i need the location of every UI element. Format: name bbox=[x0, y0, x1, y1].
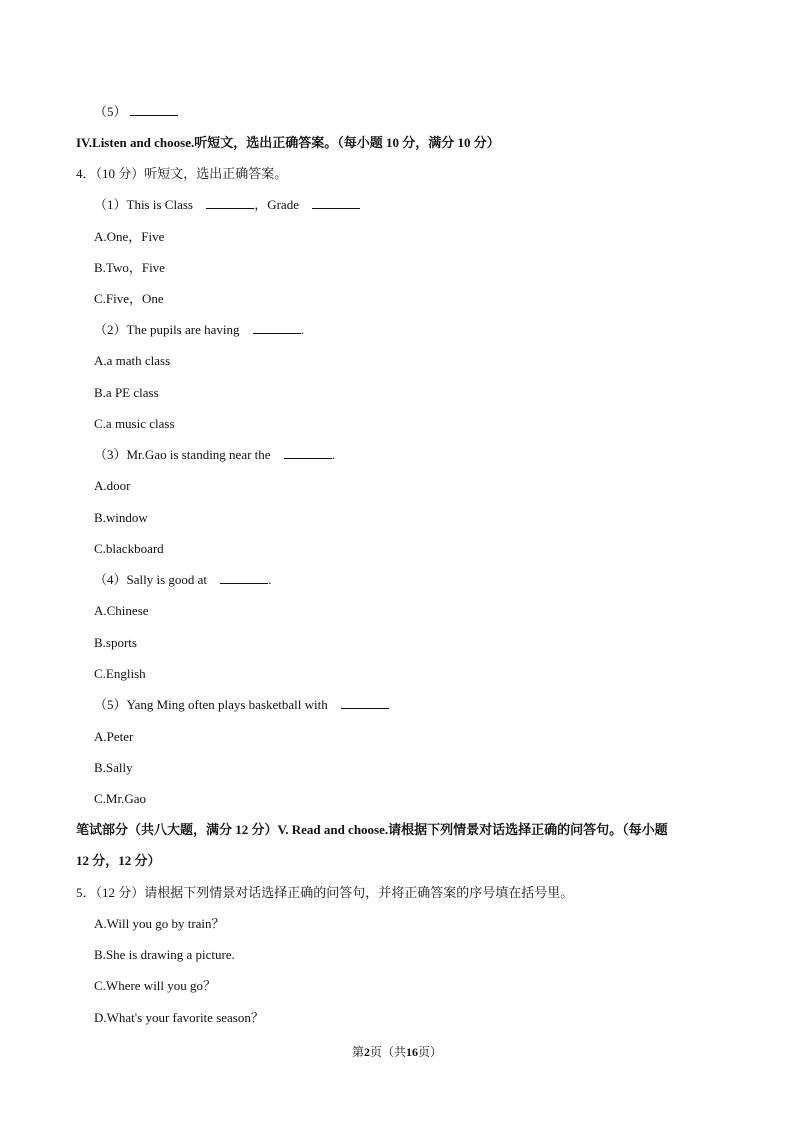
sub-question-4: （4）Sally is good at . bbox=[94, 572, 272, 587]
question-5-intro: 5．（12 分）请根据下列情景对话选择正确的问答句，并将正确答案的序号填在括号里。 bbox=[76, 885, 574, 900]
option-d: D.What's your favorite season？ bbox=[94, 1010, 264, 1025]
option-c: C.Mr.Gao bbox=[94, 791, 146, 806]
section-iv-heading: IV.Listen and choose.听短文，选出正确答案。（每小题 10 分，满分 10 分） bbox=[76, 135, 500, 150]
answer-blank[interactable] bbox=[341, 696, 389, 709]
answer-blank[interactable] bbox=[220, 571, 268, 584]
answer-line-5 bbox=[94, 103, 178, 121]
sub-question-1: （1）This is Class ，Grade bbox=[94, 196, 360, 214]
option-a: A.a math class bbox=[94, 353, 171, 368]
answer-blank[interactable] bbox=[253, 321, 301, 334]
option-b: B.sports bbox=[94, 635, 137, 650]
option-a: A.Peter bbox=[94, 729, 134, 744]
option-c: C.Where will you go？ bbox=[94, 978, 217, 993]
sub-question-5: （5）Yang Ming often plays basketball with bbox=[94, 696, 389, 714]
page-number: 2 bbox=[363, 1045, 370, 1059]
answer-blank[interactable] bbox=[312, 196, 360, 209]
option-c: C.a music class bbox=[94, 416, 175, 431]
option-c: C.English bbox=[94, 666, 146, 681]
page-footer: 第2页（共16页） bbox=[351, 1045, 443, 1059]
option-c: C.Five，One bbox=[94, 291, 164, 306]
option-b: B.Sally bbox=[94, 760, 133, 775]
option-a: A.Chinese bbox=[94, 603, 149, 618]
option-c: C.blackboard bbox=[94, 541, 164, 556]
answer-blank[interactable] bbox=[284, 446, 332, 459]
option-b: B.a PE class bbox=[94, 385, 159, 400]
page-total: 16 bbox=[406, 1045, 418, 1059]
option-b: B.window bbox=[94, 510, 148, 525]
option-a: A.One，Five bbox=[94, 229, 165, 244]
question-4-intro: 4．（10 分）听短文，选出正确答案。 bbox=[76, 166, 288, 181]
section-v-heading-cont: 12 分，12 分） bbox=[76, 853, 161, 868]
section-v-heading: 笔试部分（共八大题，满分 12 分）V. Read and choose.请根据下列情景对话选择正确的问答句。（每小题 bbox=[76, 822, 668, 837]
answer-blank[interactable] bbox=[206, 196, 254, 209]
option-a: A.door bbox=[94, 478, 131, 493]
option-a: A.Will you go by train？ bbox=[94, 916, 225, 931]
sub-question-3: （3）Mr.Gao is standing near the . bbox=[94, 447, 336, 462]
answer-blank[interactable] bbox=[130, 103, 178, 116]
option-b: B.She is drawing a picture. bbox=[94, 947, 235, 962]
sub-question-2: （2）The pupils are having . bbox=[94, 322, 304, 337]
option-b: B.Two，Five bbox=[94, 260, 165, 275]
item-number: （5） bbox=[94, 104, 127, 119]
